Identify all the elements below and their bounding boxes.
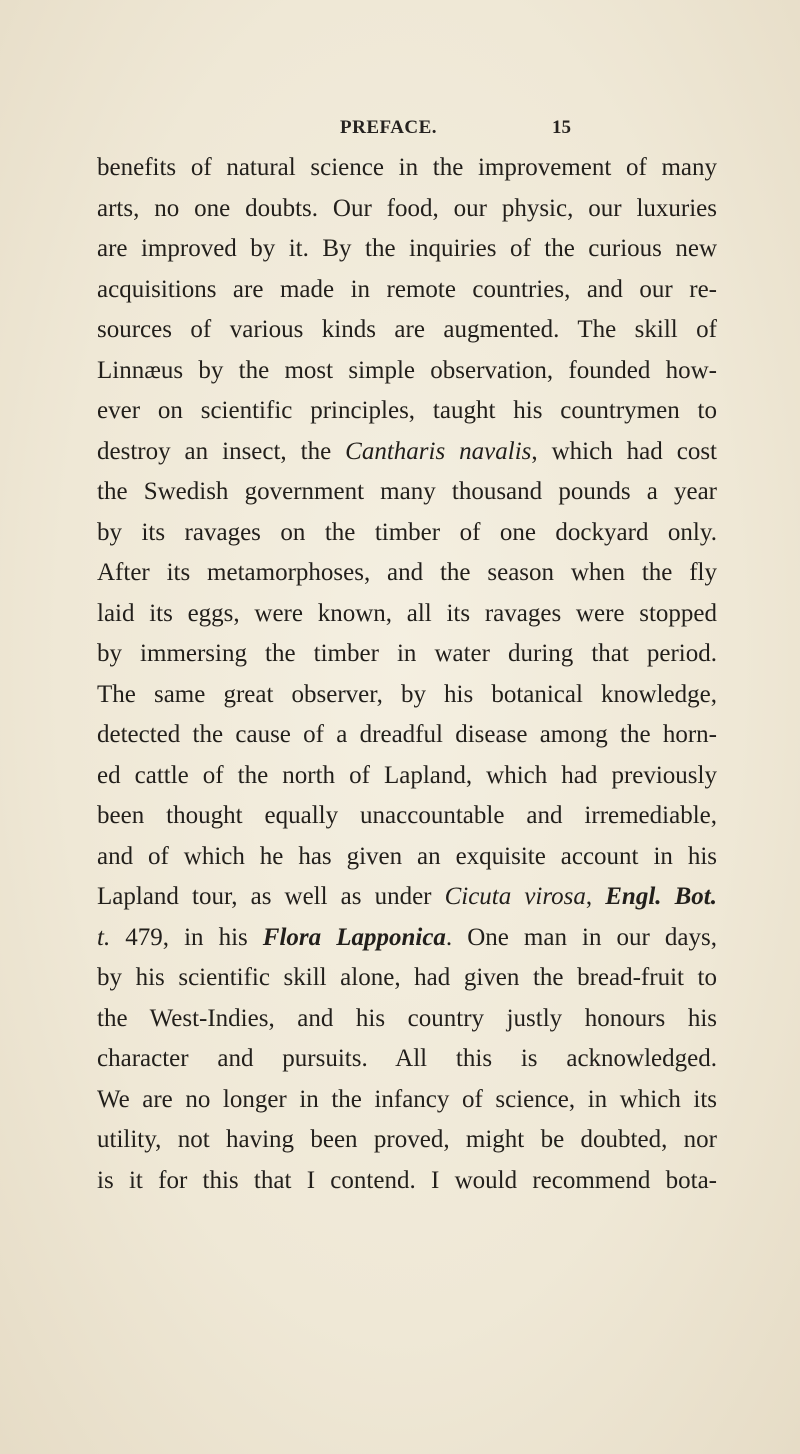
text-line: by immersing the timber in water during that period.	[97, 640, 717, 667]
text-line: the West-Indies, and his country justly honours his	[97, 1004, 717, 1032]
italic-reference: Engl. Bot.	[605, 883, 717, 910]
text-line: by his scientific skill alone, had given the bread-fruit to	[97, 964, 717, 991]
italic-reference: t.	[97, 923, 111, 951]
text-line: sources of various kinds are augmented. The skill of	[97, 316, 717, 343]
text-line: the Swedish government many thousand pounds a year	[97, 478, 717, 505]
text-line: After its metamorphoses, and the season when the fly	[97, 559, 717, 586]
text-line: laid its eggs, were known, all its ravages were stopped	[97, 599, 717, 627]
body-text	[97, 148, 717, 1201]
text-line: We are no longer in the infancy of science, in which its	[97, 1085, 717, 1113]
italic-book-title: Flora Lapponica	[262, 923, 446, 951]
text-line: destroy an insect, the Cantharis navalis, which had cost	[97, 437, 717, 465]
text-line: benefits of natural science in the improvement of many	[97, 154, 717, 181]
text-line: character and pursuits. All this is acknowledged.	[97, 1045, 717, 1072]
text-line: detected the cause of a dreadful disease among the horn-	[97, 721, 717, 748]
text-line: acquisitions are made in remote countries, and our re-	[97, 275, 717, 303]
page-header	[0, 117, 800, 147]
text-line: ed cattle of the north of Lapland, which had previously	[97, 761, 717, 789]
text-line: arts, no one doubts. Our food, our physic, our luxuries	[97, 194, 717, 222]
text-line: t. 479, in his Flora Lapponica. One man in our days,	[97, 923, 717, 951]
text-line: and of which he has given an exquisite account in his	[97, 842, 717, 870]
page-number: 15	[552, 117, 571, 138]
text-line: Linnæus by the most simple observation, founded how-	[97, 356, 717, 384]
text-line: The same great observer, by his botanical knowledge,	[97, 680, 717, 708]
text-line: Lapland tour, as well as under Cicuta virosa, Engl. Bot.	[97, 883, 717, 910]
text-line: are improved by it. By the inquiries of the curious new	[97, 235, 717, 262]
text-line: is it for this that I contend. I would recommend bota-	[97, 1166, 717, 1194]
italic-species-name: Cantharis navalis	[345, 437, 532, 465]
text-line: ever on scientific principles, taught his countrymen to	[97, 397, 717, 424]
running-head: PREFACE.	[340, 117, 438, 138]
italic-species-name: Cicuta virosa	[444, 883, 586, 910]
text-line: been thought equally unaccountable and irremediable,	[97, 802, 717, 829]
text-line: by its ravages on the timber of one dockyard only.	[97, 518, 717, 546]
text-line: utility, not having been proved, might be doubted, nor	[97, 1126, 717, 1153]
